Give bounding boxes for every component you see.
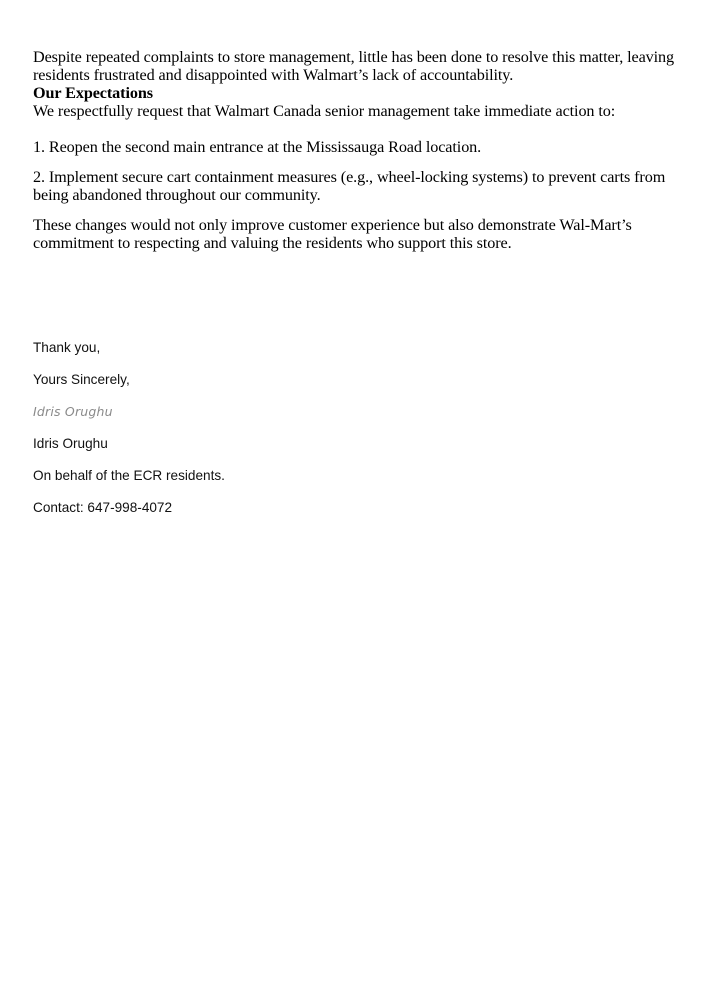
expectation-item-1: 1. Reopen the second main entrance at the Mississauga Road location.: [33, 138, 482, 156]
letter-body: [33, 48, 693, 252]
expectations-heading: Our Expectations: [33, 84, 153, 102]
expectation-item-2: 2. Implement secure cart containment measures (e.g., wheel-locking systems) to prevent carts from being abandoned throughout our community.: [33, 168, 666, 204]
opening-paragraph: Despite repeated complaints to store management, little has been done to resolve this matter, leaving residents frustrated and disappointed with Walmart’s lack of accountability.: [33, 48, 675, 84]
contact-line: Contact: 647-998-4072: [33, 500, 173, 515]
sign-off-block: [33, 340, 225, 532]
thank-you-line: Thank you,: [33, 340, 101, 355]
closing-paragraph: These changes would not only improve customer experience but also demonstrate Wal-Mart’s commitment to respecting and valuing the residents who support this store.: [33, 216, 632, 252]
signer-name: Idris Orughu: [33, 436, 108, 451]
expectations-intro: We respectfully request that Walmart Canada senior management take immediate action to:: [33, 102, 616, 120]
handwritten-signature: Idris Orughu: [33, 404, 113, 419]
valediction: Yours Sincerely,: [33, 372, 130, 387]
on-behalf-line: On behalf of the ECR residents.: [33, 468, 225, 483]
